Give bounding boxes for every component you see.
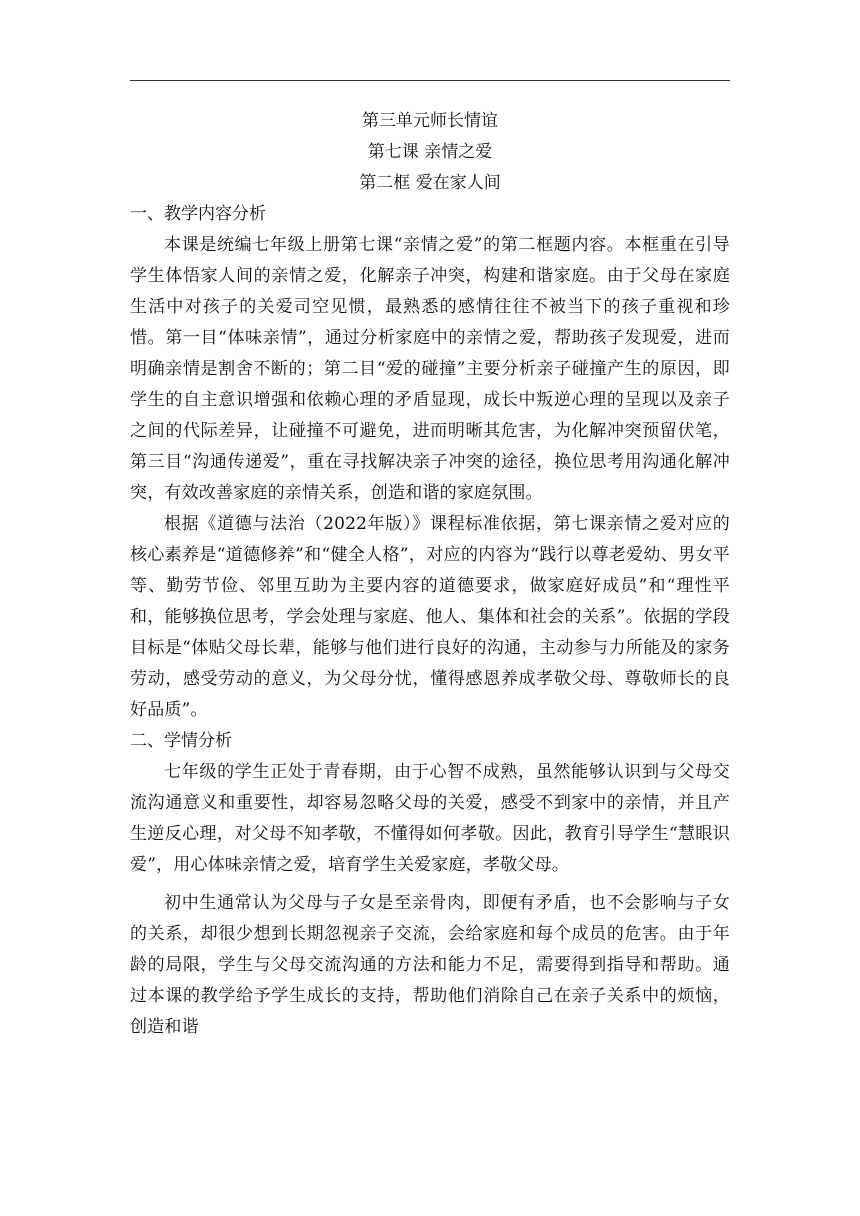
lesson-title: 第七课 亲情之爱	[367, 142, 493, 162]
paragraph: 本课是统编七年级上册第七课“亲情之爱”的第二框题内容。本框重在引导学生体悟家人间的亲情之爱，化解亲子冲突，构建和谐家庭。由于父母在家庭生活中对孩子的关爱司空见惯，最熟悉的感情往往不被当下的孩子重视和珍惜。第一目“体味亲情”，通过分析家庭中的亲情之爱，帮助孩子发现爱，进而明确亲情是割舍不断的；第二目“爱的碰撞”主要分析亲子碰撞产生的原因，即学生的自主意识增强和依赖心理的矛盾显现，成长中叛逆心理的呈现以及亲子之间的代际差异，让碰撞不可避免，进而明晰其危害，为化解冲突预留伏笔，第三目“沟通传递爱”，重在寻找解决亲子冲突的途径，换位思考用沟通化解冲突，有效改善家庭的亲情关系，创造和谐的家庭氛围。	[130, 235, 730, 503]
document-page	[130, 0, 730, 1216]
header-rule	[130, 80, 730, 81]
frame-title: 第二框 爱在家人间	[359, 173, 501, 193]
paragraph: 根据《道德与法治（2022年版）》课程标准依据，第七课亲情之爱对应的核心素养是“道德修养”和“健全人格”，对应的内容为“践行以尊老爱幼、男女平等、勤劳节俭、邻里互助为主要内容的道德要求，做家庭好成员”和“理性平和，能够换位思考，学会处理与家庭、他人、集体和社会的关系”。依据的学段目标是“体贴父母长辈，能够与他们进行良好的沟通，主动参与力所能及的家务劳动，感受劳动的意义，为父母分忧，懂得感恩养成孝敬父母、尊敬师长的良好品质”。	[130, 514, 730, 720]
section-heading-student-analysis: 二、学情分析	[130, 731, 232, 751]
document-body	[130, 106, 730, 1043]
section-heading-content-analysis: 一、教学内容分析	[130, 204, 266, 224]
paragraph: 初中生通常认为父母与子女是至亲骨肉，即便有矛盾，也不会影响与子女的关系，却很少想到长期忽视亲子交流，会给家庭和每个成员的危害。由于年龄的局限，学生与父母交流沟通的方法和能力不足，需要得到指导和帮助。通过本课的教学给予学生成长的支持，帮助他们消除自己在亲子关系中的烦恼，创造和谐	[130, 893, 730, 1037]
unit-title: 第三单元师长情谊	[362, 111, 498, 131]
paragraph: 七年级的学生正处于青春期，由于心智不成熟，虽然能够认识到与父母交流沟通意义和重要性，却容易忽略父母的关爱，感受不到家中的亲情，并且产生逆反心理，对父母不知孝敬，不懂得如何孝敬。因此，教育引导学生“慧眼识爱”，用心体味亲情之爱，培育学生关爱家庭，孝敬父母。	[130, 762, 730, 875]
